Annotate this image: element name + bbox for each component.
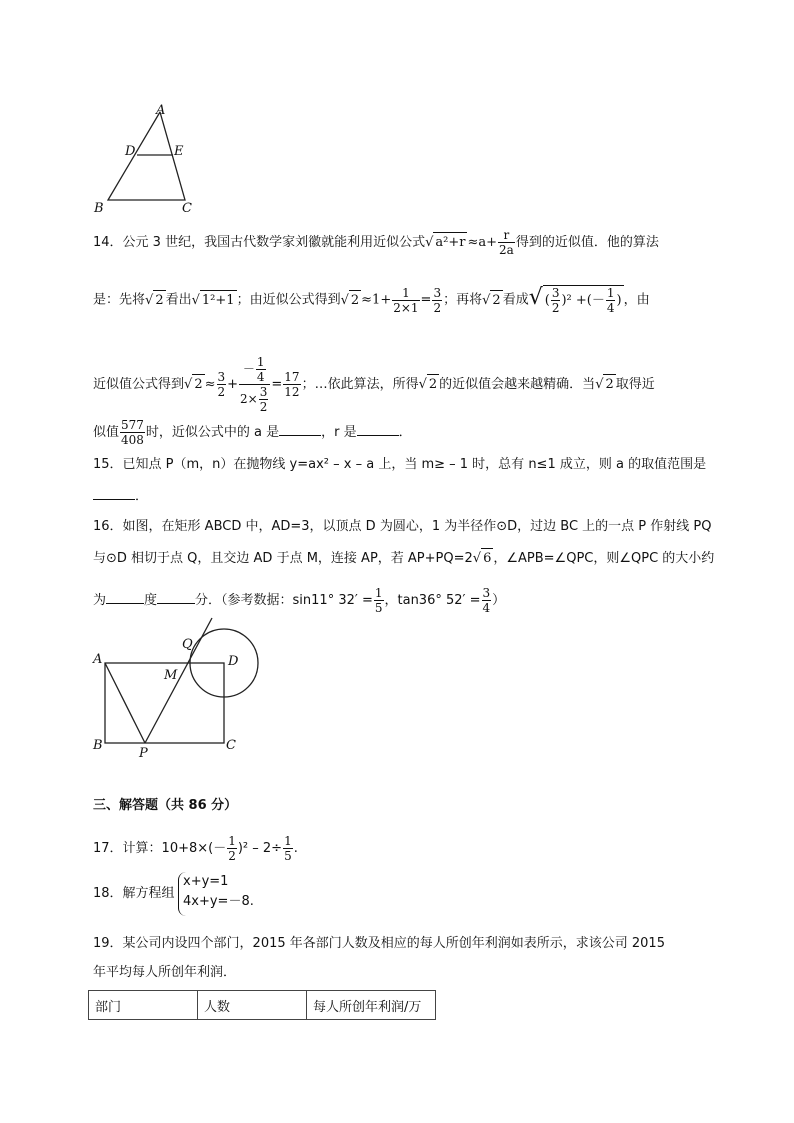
label-d2: D (228, 654, 239, 669)
answer-blank-a[interactable] (279, 422, 321, 436)
complex-fraction: － $\frac{1}{4}$ 2× $\frac{3}{2}$ (239, 355, 270, 414)
answer-blank-r[interactable] (357, 422, 399, 436)
label-e: E (174, 144, 184, 159)
q19-line-1: 19．某公司内设四个部门，2015 年各部门人数及相应的每人所创年利润如表所示，求该公司 2015 (93, 936, 665, 951)
q15-line-1: 15．已知点 P（m，n）在抛物线 y=ax² – x – a 上，当 m≥ – 1 时，总有 n≤1 成立，则 a 的取值范围是 (93, 457, 707, 472)
rectangle-circle-figure (90, 615, 265, 763)
q14-line-3: 近似值公式得到√ 2 ≈ $\frac{3}{2}$ + － $\frac{1}{4}$ 2× $\frac{3}{2}$ = $\frac{17}{12}$ ；…依此算法，所得√ 2 的近似值会越来越精确．当√ 2 取得近 (93, 355, 655, 414)
label-b2: B (93, 738, 103, 753)
sqrt-a2-r: √ a²+r (425, 232, 467, 253)
answer-blank-minutes[interactable] (157, 590, 195, 604)
sqrt-big: √ ( $\frac{3}{2}$ )² +(－ $\frac{1}{4}$ ) (528, 285, 622, 315)
q17: 17．计算：10+8×(－ $\frac{1}{2}$ )² – 2÷ $\frac{1}{5}$ . (93, 834, 298, 863)
q16-line-1: 16．如图，在矩形 ABCD 中，AD=3，以顶点 D 为圆心，1 为半径作⊙D，过边 BC 上的一点 P 作射线 PQ (93, 519, 712, 534)
answer-blank-degrees[interactable] (106, 590, 144, 604)
profit-table (88, 990, 436, 1020)
label-a2: A (93, 652, 103, 667)
label-a: A (156, 103, 166, 118)
label-q: Q (182, 637, 193, 652)
table-header-row (89, 991, 436, 1020)
label-d: D (125, 144, 136, 159)
q14-line-2: 是：先将√ 2 看出√ 1²+1 ；由近似公式得到√ 2 ≈1+ $\frac{1}{2\times 1}$ = $\frac{3}{2}$ ；再将√ 2 看成√ ( $\frac{3}{2}$ )² +(－ $\frac{1}{4}$ ) ，由 (93, 285, 650, 315)
q19-line-2: 年平均每人所创年利润． (93, 965, 237, 980)
triangle-figure (90, 100, 200, 218)
label-b: B (94, 201, 104, 216)
q14-line-4: 似值 $\frac{577}{408}$ 时，近似公式中的 a 是 ，r 是 ． (93, 418, 412, 447)
ray-pq (145, 618, 212, 743)
q15-line-2: ． (93, 486, 148, 507)
q16-line-2: 与⊙D 相切于点 Q，且交边 AD 于点 M，连接 AP，若 AP+PQ=2√ 6 ，∠APB=∠QPC，则∠QPC 的大小约 (93, 548, 714, 569)
q14-line-1: 14．公元 3 世纪，我国古代数学家刘徽就能利用近似公式√ a²+r ≈a+ $\frac{r}{2a}$ 得到的近似值．他的算法 (93, 228, 659, 257)
frac-r-2a: $\frac{r}{2a}$ (499, 228, 514, 257)
equation-2: 4x+y=－8. (183, 894, 254, 909)
label-c2: C (226, 738, 236, 753)
header-profit: 每人所创年利润/万 (307, 991, 436, 1020)
q16-line-3: 为 度 分．（参考数据：sin11° 32′ = $\frac{1}{5}$ ，tan36° 52′ = $\frac{3}{4}$ ） (93, 586, 506, 615)
equation-system (178, 872, 254, 916)
segment-ap (105, 663, 145, 743)
equation-1: x+y=1 (183, 874, 229, 889)
section-title: 三、解答题（共 86 分） (93, 798, 238, 813)
label-m: M (164, 668, 178, 683)
answer-blank-q15[interactable] (93, 486, 135, 500)
q18: 18．解方程组 (93, 886, 175, 901)
label-p: P (139, 746, 148, 761)
header-headcount: 人数 (198, 991, 307, 1020)
header-department: 部门 (89, 991, 198, 1020)
label-c: C (182, 201, 192, 216)
